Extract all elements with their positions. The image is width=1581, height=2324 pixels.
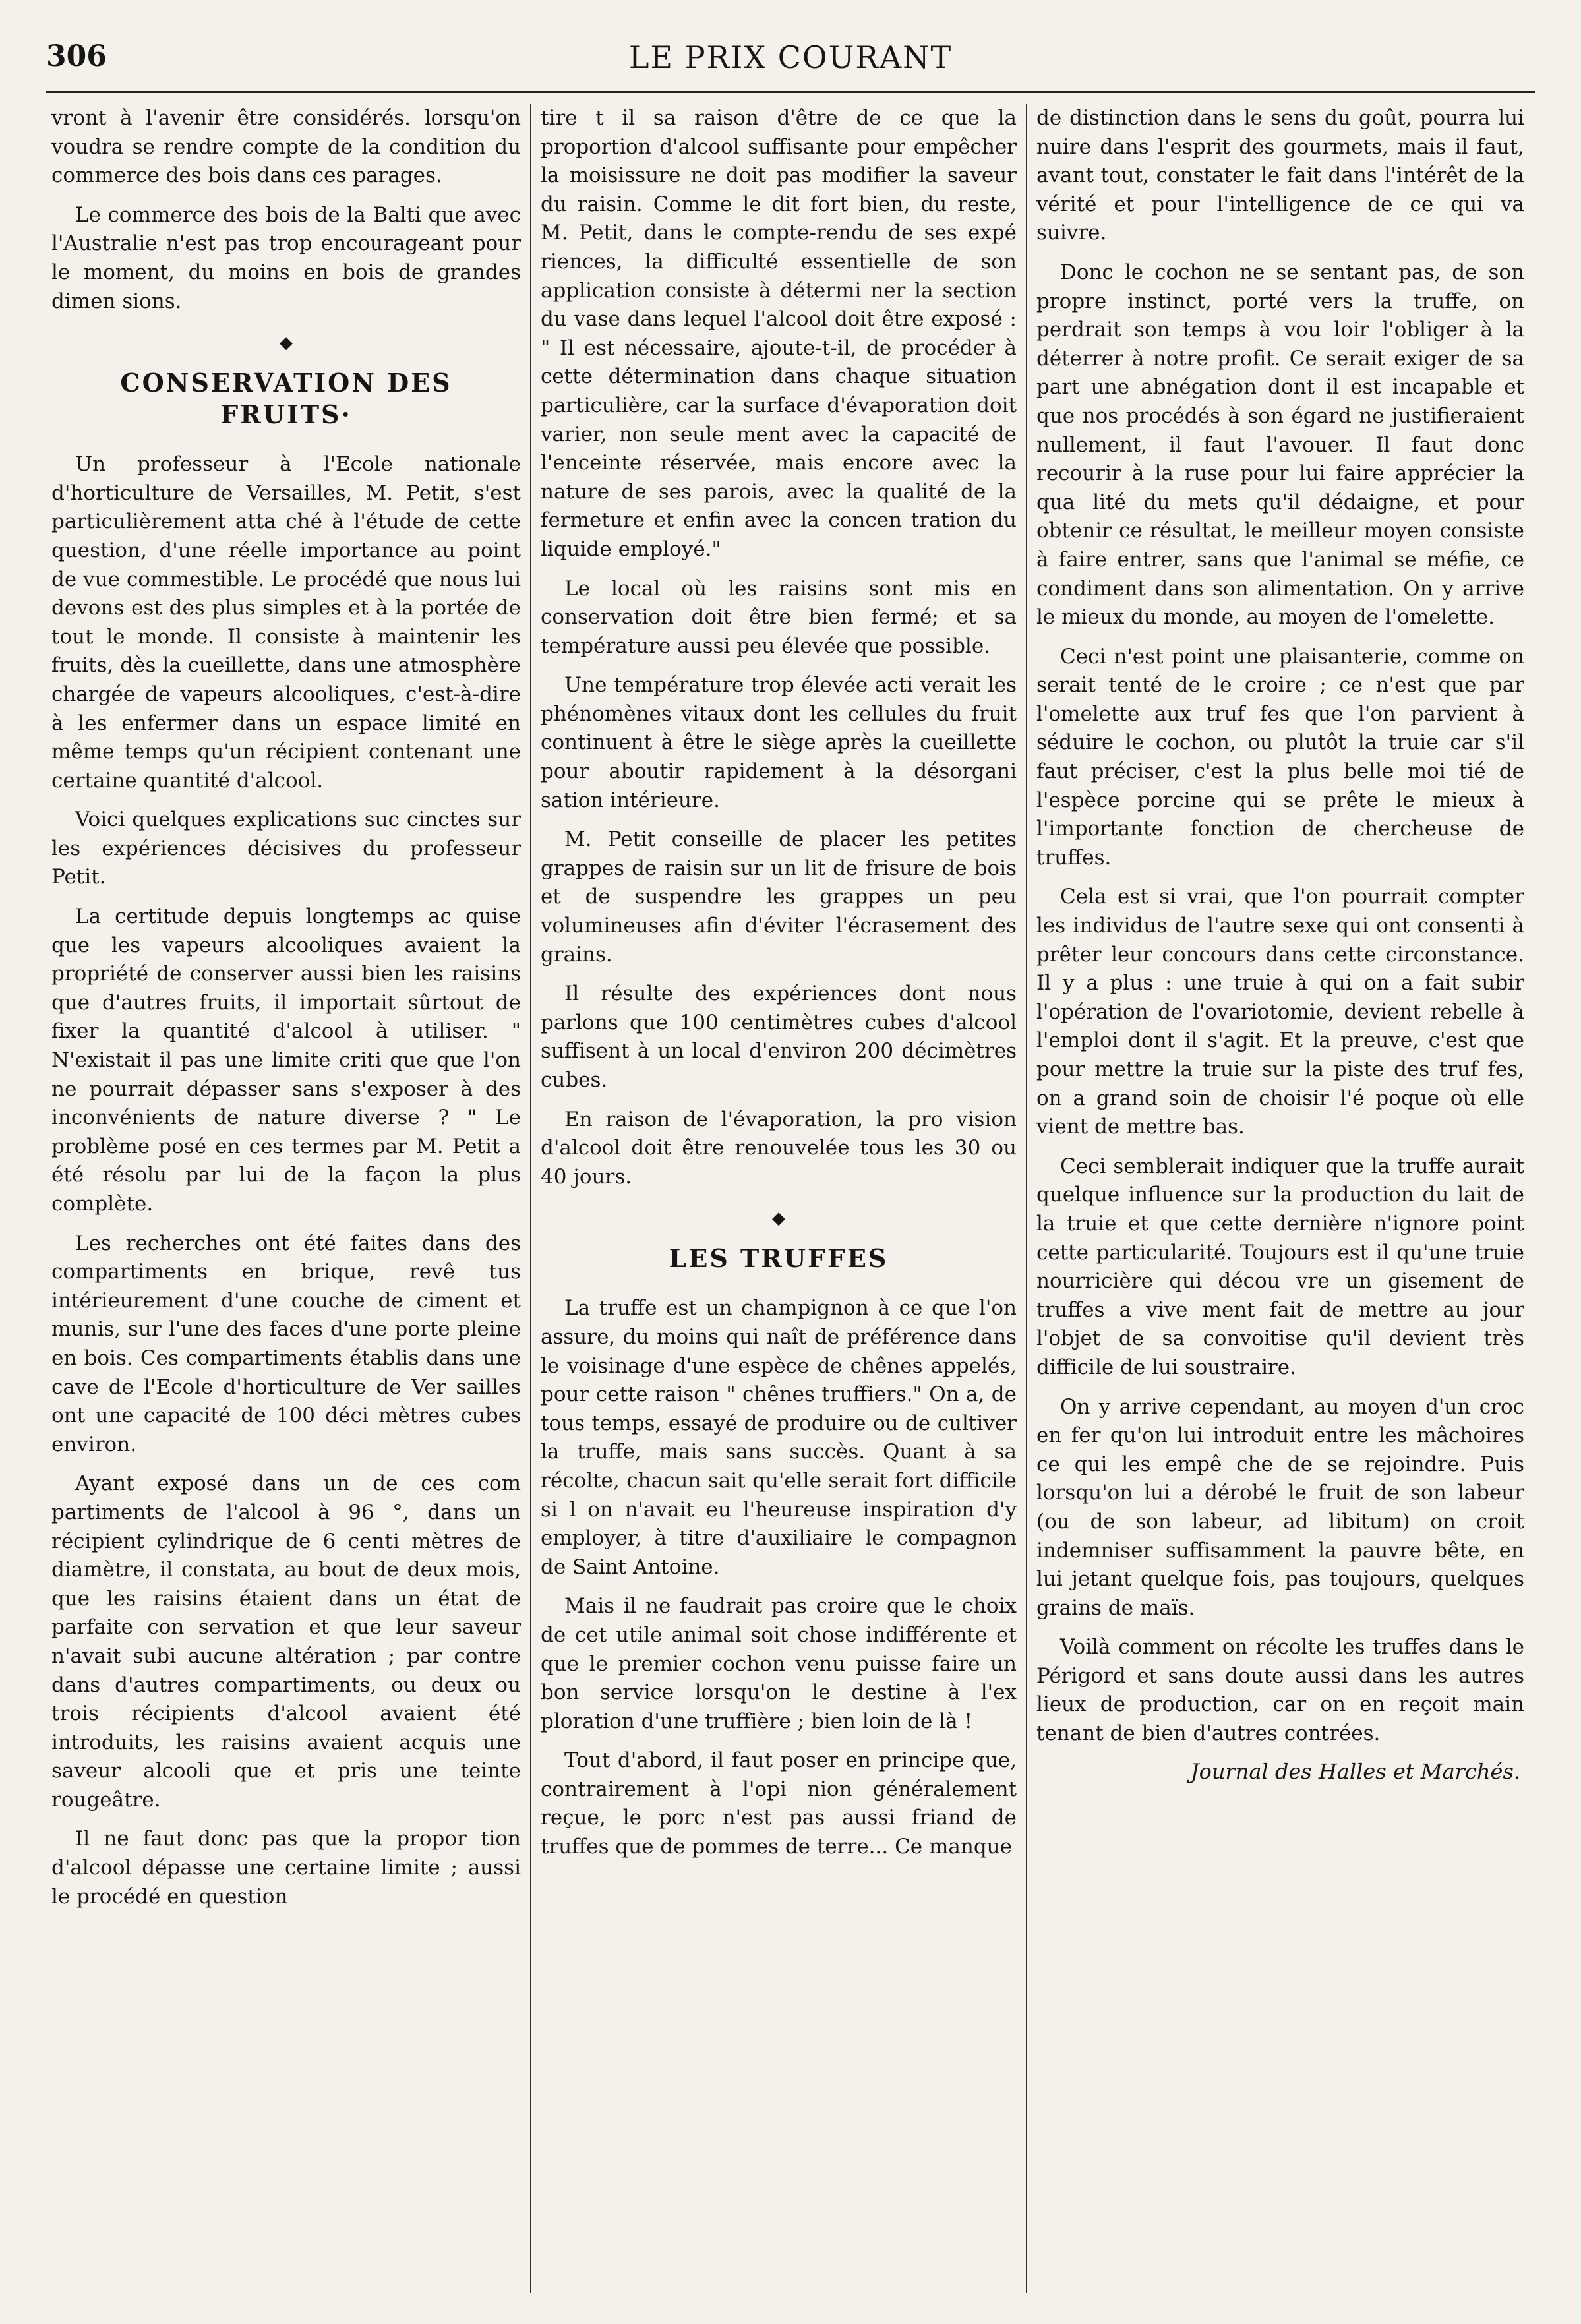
paragraph: La truffe est un champignon à ce que l'on assure, du moins qui naît de préférence dans le voisinage d'une espèce de chênes appelés, pour cette raison " chênes truffiers." On a, de tous temps, essayé de produire ou de cultiver la truffe, mais sans succès. Quant à sa récolte, chacun sait qu'elle serait fort difficile si l on n'avait eu l'heureuse inspiration d'y employer, à titre d'auxiliaire le compagnon de Saint Antoine. [541, 1296, 1017, 1579]
page-number: 306 [46, 40, 107, 73]
paragraph: Donc le cochon ne se sentant pas, de son propre instinct, porté vers la truffe, on perdrait son temps à vou loir l'obliger à la déterrer à notre profit. Ce serait exiger de sa part une abnégation dont il est incapable et que nos procédés à son égard ne justifieraient nullement, il faut l'avouer. Il faut donc recourir à la ruse pour lui faire apprécier la qua lité du mets qu'il dédaigne, et pour obtenir ce résultat, le meilleur moyen consiste à faire entrer, sans que l'animal se méfie, ce condiment dans son alimentation. On y arrive le mieux du monde, au moyen de l'omelette. [1036, 260, 1524, 630]
article-heading-truffes: LES TRUFFES [669, 1243, 889, 1274]
column-3 [1036, 104, 1524, 2300]
paragraph: vront à l'avenir être considérés. lorsqu'on voudra se rendre compte de la condition du commerce des bois dans ces parages. [51, 106, 521, 188]
paragraph: tire t il sa raison d'être de ce que la proportion d'alcool suffisante pour empêcher la moisissure ne doit pas modifier la saveur du raisin. Comme le dit fort bien, du reste, M. Petit, dans le compte-rendu de ses expé riences, la difficulté essentielle de son application consiste à détermi ner la section du vase dans lequel l'alcool doit être exposé : " Il est nécessaire, ajoute-t-il, de procéder à cette détermination dans chaque situation particulière, car la surface d'évaporation doit varier, non seule ment avec la capacité de l'enceinte réservée, mais encore avec la nature de ses parois, avec la qualité de la fermeture et enfin avec la concen tration du liquide employé." [541, 106, 1017, 561]
column-1 [51, 104, 521, 2300]
paragraph: En raison de l'évaporation, la pro vision d'alcool doit être renouvelée tous les 30 ou 40 jours. [541, 1107, 1017, 1189]
column-divider [1026, 104, 1027, 2293]
header-divider [46, 91, 1535, 93]
paragraph: M. Petit conseille de placer les petites grappes de raisin sur un lit de frisure de bois et de suspendre les grappes un peu volumineuses afin d'éviter l'écrasement des grains. [541, 827, 1017, 967]
paragraph: La certitude depuis longtemps ac quise que les vapeurs alcooliques avaient la propriété de conserver aussi bien les raisins que d'autres fruits, il importait sûrtout de fixer la quantité d'alcool à utiliser. " N'existait il pas une limite criti que que l'on ne pourrait dépasser sans s'exposer à des inconvénients de nature diverse ? " Le problème posé en ces termes par M. Petit a été résolu par lui de la façon la plus complète. [51, 905, 521, 1216]
journal-title: LE PRIX COURANT [628, 40, 953, 75]
paragraph: Un professeur à l'Ecole nationale d'horticulture de Versailles, M. Petit, s'est particulièrement atta ché à l'étude de cette question, d'une réelle importance au point de vue commestible. Le procédé que nous lui devons est des plus simples et à la portée de tout le monde. Il consiste à maintenir les fruits, dès la cueillette, dans une atmosphère chargée de vapeurs alcooliques, c'est-à-dire à les enfermer dans un espace limité en même temps qu'un récipient contenant une certaine quantité d'alcool. [51, 452, 521, 792]
paragraph: de distinction dans le sens du goût, pourra lui nuire dans l'esprit des gourmets, mais il faut, avant tout, constater le fait dans l'intérêt de la vérité et pour l'intelligence de ce qui va suivre. [1036, 106, 1524, 245]
paragraph: Ceci semblerait indiquer que la truffe aurait quelque influence sur la production du lait de la truie et que cette dernière n'ignore point cette particularité. Toujours est il qu'une truie nourricière qui décou vre un gisement de truffes a vive ment fait de mettre au jour l'objet de sa convoitise qu'il devient très difficile de lui soustraire. [1036, 1154, 1524, 1379]
paragraph: Il résulte des expériences dont nous parlons que 100 centimètres cubes d'alcool suffisent à un local d'environ 200 décimètres cubes. [541, 982, 1017, 1092]
paragraph: Il ne faut donc pas que la propor tion d'alcool dépasse une certaine limite ; aussi le procédé en question [51, 1827, 521, 1909]
section-ornament: ◆ [772, 1208, 785, 1229]
paragraph: On y arrive cependant, au moyen d'un croc en fer qu'on lui introduit entre les mâchoires ce qui les empê che de se rejoindre. Puis lorsqu'on lui a dérobé le fruit de son labeur (ou de son labeur, ad libitum) on croit indemniser suffisamment la pauvre bête, en lui jetant quelque fois, pas toujours, quelques grains de maïs. [1036, 1394, 1524, 1620]
paragraph: Le commerce des bois de la Balti que avec l'Australie n'est pas trop encourageant pour le moment, du moins en bois de grandes dimen sions. [51, 202, 521, 313]
column-2 [541, 104, 1017, 2300]
paragraph: Tout d'abord, il faut poser en principe que, contrairement à l'opi nion généralement reçue, le porc n'est pas aussi friand de truffes que de pommes de terre... Ce manque [541, 1748, 1017, 1859]
source-attribution: Journal des Halles et Marchés. [1190, 1758, 1520, 1784]
section-ornament: ◆ [280, 333, 293, 353]
paragraph: Le local où les raisins sont mis en conservation doit être bien fermé; et sa température aussi peu élevée que possible. [541, 576, 1017, 658]
page-header [46, 40, 1535, 92]
paragraph: Cela est si vrai, que l'on pourrait compter les individus de l'autre sexe qui ont consenti à prêter leur concours dans cette circonstance. Il y a plus : une truie à qui on a fait subir l'opération de l'ovariotomie, devient rebelle à l'emploi dont il s'agit. Et la preuve, c'est que pour mettre la truie sur la piste des truf fes, on a grand soin de choisir l'é poque où elle vient de mettre bas. [1036, 885, 1524, 1139]
paragraph: Les recherches ont été faites dans des compartiments en brique, revê tus intérieurement d'une couche de ciment et munis, sur l'une des faces d'une porte pleine en bois. Ces compartiments établis dans une cave de l'Ecole d'horticulture de Ver sailles ont une capacité de 100 déci mètres cubes environ. [51, 1231, 521, 1456]
paragraph: Voilà comment on récolte les truffes dans le Périgord et sans doute aussi dans les autres lieux de production, car on en reçoit main tenant de bien d'autres contrées. [1036, 1635, 1524, 1746]
paragraph: Une température trop élevée acti verait les phénomènes vitaux dont les cellules du fruit continuent à être le siège après la cueillette pour aboutir rapidement à la désorgani sation intérieure. [541, 673, 1017, 812]
paragraph: Ayant exposé dans un de ces com partiments de l'alcool à 96 °, dans un récipient cylindrique de 6 centi mètres de diamètre, il constata, au bout de deux mois, que les raisins étaient dans un état de parfaite con servation et que leur saveur n'avait subi aucune altération ; par contre dans d'autres compartiments, ou deux ou trois récipients d'alcool avaient été introduits, les raisins avaient acquis une saveur alcooli que et pris une teinte rougeâtre. [51, 1472, 521, 1812]
paragraph: Voici quelques explications suc cinctes sur les expériences décisives du professeur Petit. [51, 808, 521, 889]
paragraph: Mais il ne faudrait pas croire que le choix de cet utile animal soit chose indifférente et que le premier cochon venu puisse faire un bon service lorsqu'on le destine à l'ex ploration d'une truffière ; bien loin de là ! [541, 1594, 1017, 1733]
column-divider [530, 104, 531, 2293]
paragraph: Ceci n'est point une plaisanterie, comme on serait tenté de le croire ; ce n'est que par l'omelette aux truf fes que l'on parvient à séduire le cochon, ou plutôt la truie car s'il faut préciser, c'est la plus belle moi tié de l'espèce porcine qui se prête le mieux à l'importante fonction de chercheuse de truffes. [1036, 644, 1524, 870]
article-heading-conservation: CONSERVATION DES FRUITS· [120, 368, 452, 430]
